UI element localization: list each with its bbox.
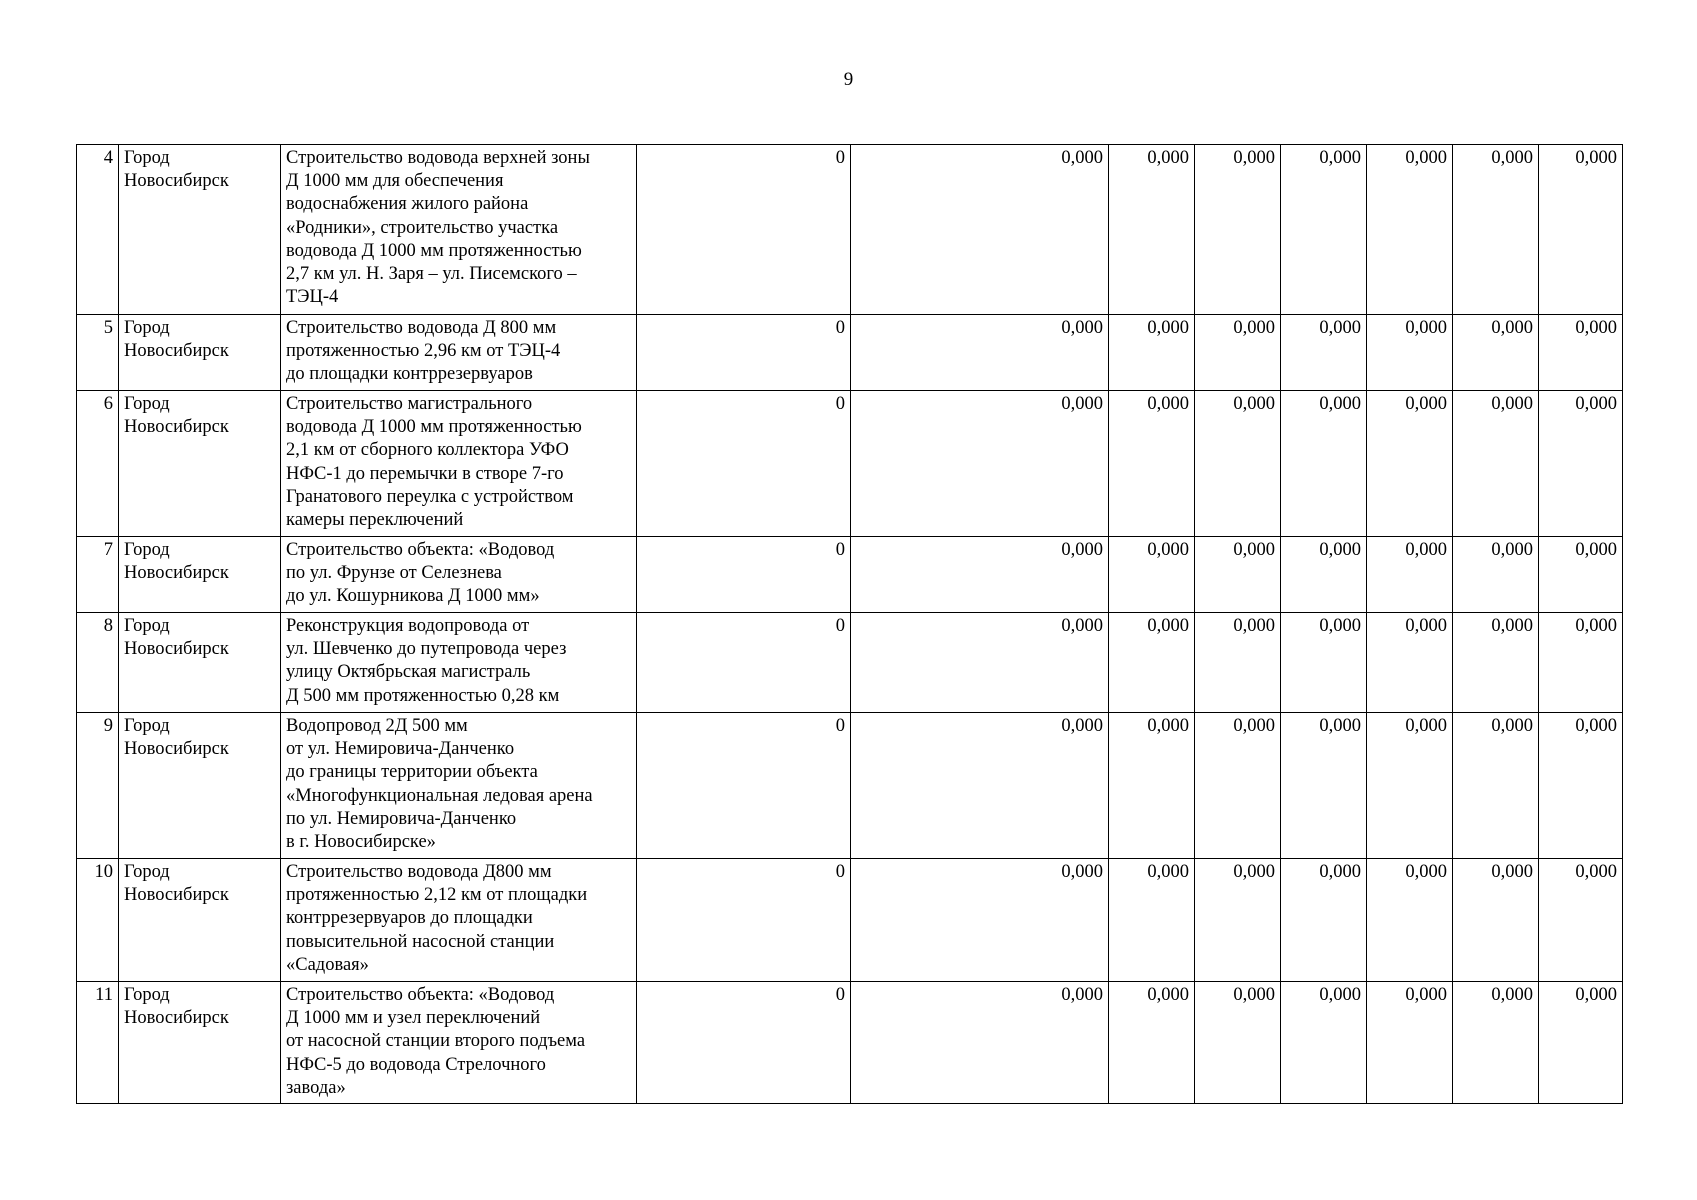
table-row [77, 982, 1623, 1104]
value-cell: 0,000 [1109, 537, 1195, 613]
value-cell: 0,000 [1453, 613, 1539, 713]
value-cell: 0,000 [1539, 145, 1623, 315]
row-number-cell: 6 [77, 391, 119, 537]
row-number-cell: 9 [77, 713, 119, 859]
value-cell: 0,000 [1367, 713, 1453, 859]
value-cell: 0,000 [1453, 982, 1539, 1104]
municipality-cell: Город Новосибирск [119, 713, 281, 859]
row-number-cell: 5 [77, 315, 119, 391]
count-cell: 0 [637, 145, 851, 315]
object-description-cell: Водопровод 2Д 500 мм от ул. Немировича-Данченко до границы территории объекта «Многофункциональная ледовая арена по ул. Немировича-Данченко в г. Новосибирске» [281, 713, 637, 859]
value-cell: 0,000 [851, 315, 1109, 391]
municipality-cell: Город Новосибирск [119, 859, 281, 982]
row-number-cell: 7 [77, 537, 119, 613]
municipality-cell: Город Новосибирск [119, 537, 281, 613]
value-cell: 0,000 [1539, 859, 1623, 982]
value-cell: 0,000 [1109, 713, 1195, 859]
value-cell: 0,000 [1195, 859, 1281, 982]
value-cell: 0,000 [1453, 859, 1539, 982]
row-number-cell: 11 [77, 982, 119, 1104]
value-cell: 0,000 [851, 982, 1109, 1104]
value-cell: 0,000 [1281, 613, 1367, 713]
value-cell: 0,000 [1367, 859, 1453, 982]
value-cell: 0,000 [1539, 537, 1623, 613]
value-cell: 0,000 [1109, 391, 1195, 537]
object-description-cell: Реконструкция водопровода от ул. Шевченко до путепровода через улицу Октябрьская магистраль Д 500 мм протяженностью 0,28 км [281, 613, 637, 713]
value-cell: 0,000 [851, 859, 1109, 982]
table-row [77, 537, 1623, 613]
value-cell: 0,000 [851, 145, 1109, 315]
count-cell: 0 [637, 613, 851, 713]
value-cell: 0,000 [1281, 537, 1367, 613]
value-cell: 0,000 [1453, 713, 1539, 859]
value-cell: 0,000 [1453, 315, 1539, 391]
value-cell: 0,000 [1367, 391, 1453, 537]
count-cell: 0 [637, 859, 851, 982]
value-cell: 0,000 [1281, 145, 1367, 315]
municipality-cell: Город Новосибирск [119, 315, 281, 391]
count-cell: 0 [637, 982, 851, 1104]
value-cell: 0,000 [1195, 982, 1281, 1104]
count-cell: 0 [637, 391, 851, 537]
value-cell: 0,000 [1367, 315, 1453, 391]
value-cell: 0,000 [1367, 145, 1453, 315]
municipality-cell: Город Новосибирск [119, 391, 281, 537]
value-cell: 0,000 [1109, 613, 1195, 713]
value-cell: 0,000 [1109, 859, 1195, 982]
value-cell: 0,000 [1367, 537, 1453, 613]
value-cell: 0,000 [1453, 391, 1539, 537]
investment-table [76, 144, 1623, 1104]
object-description-cell: Строительство магистрального водовода Д 1000 мм протяженностью 2,1 км от сборного коллектора УФО НФС-1 до перемычки в створе 7-го Гранатового переулка с устройством камеры переключений [281, 391, 637, 537]
value-cell: 0,000 [1109, 145, 1195, 315]
value-cell: 0,000 [851, 613, 1109, 713]
value-cell: 0,000 [1539, 982, 1623, 1104]
value-cell: 0,000 [1281, 982, 1367, 1104]
count-cell: 0 [637, 537, 851, 613]
value-cell: 0,000 [1195, 391, 1281, 537]
value-cell: 0,000 [1195, 713, 1281, 859]
value-cell: 0,000 [1453, 145, 1539, 315]
value-cell: 0,000 [851, 713, 1109, 859]
page-number: 9 [843, 69, 854, 90]
object-description-cell: Строительство водовода верхней зоны Д 1000 мм для обеспечения водоснабжения жилого района «Родники», строительство участка водовода Д 1000 мм протяженностью 2,7 км ул. Н. Заря – ул. Писемского – ТЭЦ-4 [281, 145, 637, 315]
table-row [77, 713, 1623, 859]
object-description-cell: Строительство объекта: «Водовод по ул. Фрунзе от Селезнева до ул. Кошурникова Д 1000 мм» [281, 537, 637, 613]
value-cell: 0,000 [1109, 982, 1195, 1104]
value-cell: 0,000 [1195, 613, 1281, 713]
value-cell: 0,000 [1109, 315, 1195, 391]
object-description-cell: Строительство водовода Д800 мм протяженностью 2,12 км от площадки контррезервуаров до площадки повысительной насосной станции «Садовая» [281, 859, 637, 982]
value-cell: 0,000 [851, 537, 1109, 613]
count-cell: 0 [637, 315, 851, 391]
row-number-cell: 10 [77, 859, 119, 982]
count-cell: 0 [637, 713, 851, 859]
table-row [77, 391, 1623, 537]
value-cell: 0,000 [1195, 537, 1281, 613]
value-cell: 0,000 [1281, 859, 1367, 982]
municipality-cell: Город Новосибирск [119, 982, 281, 1104]
value-cell: 0,000 [1281, 315, 1367, 391]
value-cell: 0,000 [1539, 391, 1623, 537]
value-cell: 0,000 [851, 391, 1109, 537]
object-description-cell: Строительство объекта: «Водовод Д 1000 мм и узел переключений от насосной станции второго подъема НФС-5 до водовода Стрелочного завода» [281, 982, 637, 1104]
row-number-cell: 8 [77, 613, 119, 713]
table-row [77, 613, 1623, 713]
value-cell: 0,000 [1539, 713, 1623, 859]
value-cell: 0,000 [1281, 391, 1367, 537]
value-cell: 0,000 [1195, 315, 1281, 391]
row-number-cell: 4 [77, 145, 119, 315]
value-cell: 0,000 [1539, 315, 1623, 391]
value-cell: 0,000 [1195, 145, 1281, 315]
value-cell: 0,000 [1453, 537, 1539, 613]
value-cell: 0,000 [1367, 982, 1453, 1104]
table-row [77, 315, 1623, 391]
table-row [77, 145, 1623, 315]
table-row [77, 859, 1623, 982]
object-description-cell: Строительство водовода Д 800 мм протяженностью 2,96 км от ТЭЦ-4 до площадки контррезервуаров [281, 315, 637, 391]
municipality-cell: Город Новосибирск [119, 613, 281, 713]
table-body [77, 145, 1623, 1104]
municipality-cell: Город Новосибирск [119, 145, 281, 315]
value-cell: 0,000 [1539, 613, 1623, 713]
value-cell: 0,000 [1367, 613, 1453, 713]
value-cell: 0,000 [1281, 713, 1367, 859]
